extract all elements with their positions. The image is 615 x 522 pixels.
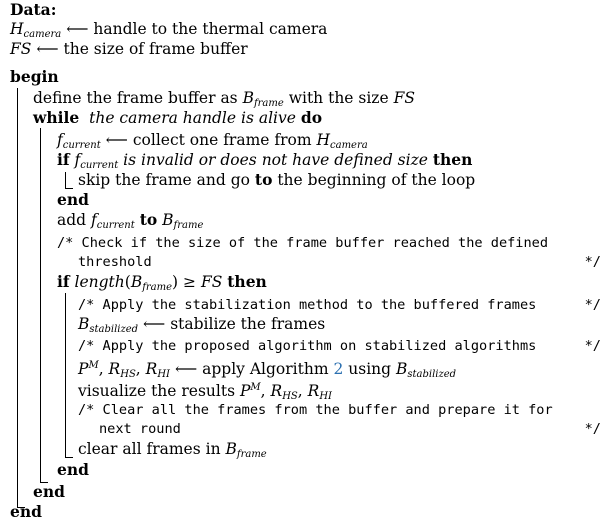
comment-check-size: /* Check if the size of the frame buffer reached the defined bbox=[57, 235, 549, 251]
tick-if1 bbox=[65, 188, 73, 189]
data-label: Data: bbox=[10, 0, 57, 19]
line-if-invalid: if $f_{current}$ is invalid or does not have defined size then bbox=[57, 150, 473, 171]
data-line-fs: FS ⟵ the size of frame buffer bbox=[10, 40, 248, 58]
line-stabilize: $B_{stabilized}$ ⟵ stabilize the frames bbox=[78, 315, 326, 335]
line-define-buffer: define the frame buffer as $B_{frame}$ with the size FS bbox=[33, 89, 415, 109]
begin-keyword: begin bbox=[10, 67, 59, 86]
end-begin: end bbox=[10, 502, 42, 521]
end-while: end bbox=[33, 482, 65, 501]
line-clear: clear all frames in $B_{frame}$ bbox=[78, 440, 267, 460]
line-visualize: visualize the results $P^M$, $R_{HS}$, $R_{HI}$ bbox=[78, 382, 332, 402]
comment-proposed-algorithm: /* Apply the proposed algorithm on stabilized algorithms */ bbox=[78, 338, 601, 354]
algorithm-ref-link[interactable]: 2 bbox=[333, 360, 344, 378]
line-add: add $f_{current}$ to $B_{frame}$ bbox=[57, 210, 204, 231]
line-if-length: if $length(B_{frame})$ ≥ FS then bbox=[57, 272, 267, 293]
block-bar-while bbox=[40, 128, 41, 483]
line-while: while the camera handle is alive do bbox=[33, 108, 323, 127]
block-bar-begin bbox=[17, 88, 18, 508]
block-bar-if2 bbox=[65, 293, 66, 458]
line-apply-algorithm: $P^M$, $R_{HS}$, $R_{HI}$ ⟵ apply Algorithm 2 using $B_{stabilized}$ bbox=[78, 360, 457, 380]
end-if1: end bbox=[57, 190, 89, 209]
comment-clear-frames: /* Clear all the frames from the buffer and prepare it for bbox=[78, 402, 553, 418]
data-line-hcamera: $H_{camera}$ ⟵ handle to the thermal camera bbox=[10, 20, 328, 40]
tick-if2 bbox=[65, 457, 73, 458]
end-if2: end bbox=[57, 460, 89, 479]
comment-clear-frames-cont: next round */ bbox=[99, 421, 601, 437]
line-collect: $f_{current}$ ⟵ collect one frame from $H_{camera}$ bbox=[57, 131, 368, 151]
comment-stabilization: /* Apply the stabilization method to the buffered frames */ bbox=[78, 297, 601, 313]
line-skip: skip the frame and go to the beginning of the loop bbox=[78, 170, 476, 189]
comment-check-size-cont: threshold */ bbox=[78, 254, 601, 270]
